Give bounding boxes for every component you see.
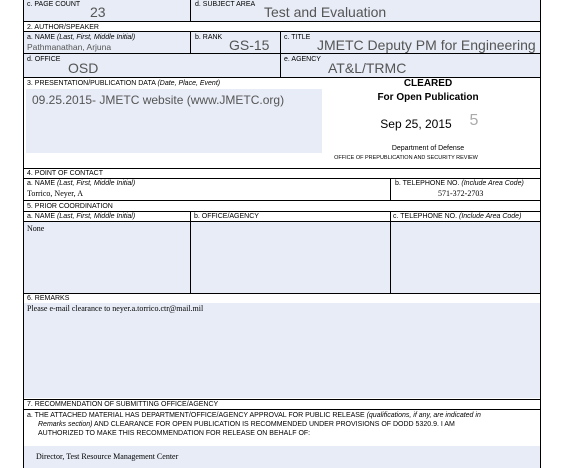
remarks-value: Please e-mail clearance to neyer.a.torrico.ctr@mail.mil (27, 304, 204, 313)
office-label: d. OFFICE (27, 56, 61, 63)
recommendation-line1: a. THE ATTACHED MATERIAL HAS DEPARTMENT/OFFICE/AGENCY APPROVAL FOR PUBLIC RELEASE (qualifications, if any, are indicated in (27, 412, 481, 419)
poc-name-label: a. NAME (Last, First, Middle Initial) (27, 180, 136, 187)
recommendation-behalf-value: Director, Test Resource Management Center (36, 452, 179, 461)
subject-area-label: d. SUBJECT AREA (195, 1, 256, 8)
section4-header: 4. POINT OF CONTACT (27, 170, 103, 177)
section3-header: 3. PRESENTATION/PUBLICATION DATA (Date, Place, Event) (27, 80, 221, 87)
subject-area-value: Test and Evaluation (264, 4, 387, 20)
prior-name-label: a. NAME (Last, First, Middle Initial) (27, 213, 136, 220)
author-name-value: Pathmanathan, Arjuna (27, 42, 112, 52)
page-count-value: 23 (90, 4, 106, 20)
title-value: JMETC Deputy PM for Engineering (317, 37, 536, 53)
agency-label: e. AGENCY (284, 56, 321, 63)
remarks-field[interactable] (24, 303, 540, 398)
prior-office-label: b. OFFICE/AGENCY (194, 213, 259, 220)
stamp-number: 5 (469, 112, 479, 129)
title-label: c. TITLE (284, 34, 311, 41)
prior-name-value: None (27, 224, 45, 233)
section6-header: 6. REMARKS (27, 295, 70, 302)
prior-phone-field[interactable] (391, 222, 540, 293)
prior-name-field[interactable] (24, 222, 190, 293)
rank-value: GS-15 (229, 37, 270, 53)
section5-header: 5. PRIOR COORDINATION (27, 203, 113, 210)
stamp-office: OFFICE OF PREPUBLICATION AND SECURITY REVIEW (334, 155, 478, 161)
author-name-label: a. NAME (Last, First, Middle Initial) (27, 34, 136, 41)
presentation-data-value: 09.25.2015- JMETC website (www.JMETC.org) (32, 93, 285, 107)
stamp-open-publication: For Open Publication (377, 92, 479, 103)
office-value: OSD (68, 60, 99, 76)
office-field[interactable] (24, 54, 280, 77)
clearance-request-form (23, 0, 541, 468)
prior-office-field[interactable] (191, 222, 390, 293)
rank-label: b. RANK (195, 34, 223, 41)
prior-phone-label: c. TELEPHONE NO. (Include Area Code) (393, 213, 522, 220)
stamp-department: Department of Defense (391, 145, 465, 152)
agency-value: AT&L/TRMC (328, 60, 407, 76)
section7-header: 7. RECOMMENDATION OF SUBMITTING OFFICE/AGENCY (27, 401, 219, 408)
stamp-date: Sep 25, 2015 (380, 117, 452, 131)
poc-name-value: Torrico, Neyer, A (27, 189, 83, 198)
recommendation-line3: AUTHORIZED TO MAKE THIS RECOMMENDATION FOR RELEASE ON BEHALF OF: (38, 430, 311, 437)
poc-phone-label: b. TELEPHONE NO. (Include Area Code) (395, 180, 524, 187)
recommendation-line2: Remarks section) AND CLEARANCE FOR OPEN PUBLICATION IS RECOMMENDED UNDER PROVISIONS OF DODD 5320.9. I AM (38, 421, 455, 428)
poc-phone-value: 571-372-2703 (438, 189, 484, 198)
stamp-cleared: CLEARED (403, 78, 453, 89)
page-count-label: c. PAGE COUNT (27, 1, 81, 8)
section2-header: 2. AUTHOR/SPEAKER (27, 24, 99, 31)
